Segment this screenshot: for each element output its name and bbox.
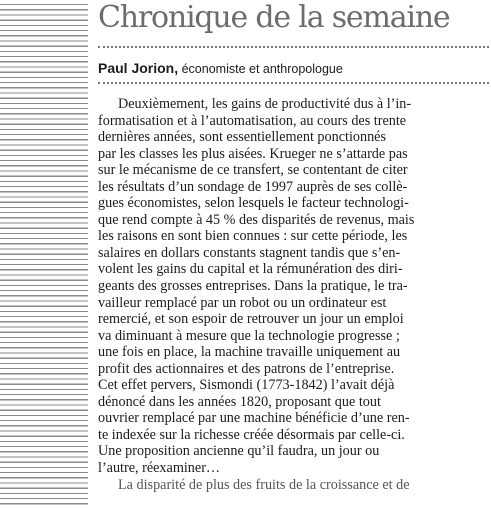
article-line: Une proposition ancienne qu’il faudra, un jour ou [98,443,380,460]
author-name: Paul Jorion, [98,60,179,76]
article-line: dénoncé dans les années 1820, proposant que tout [98,393,381,410]
article-line: une fois en place, la machine travaille uniquement au [98,344,401,361]
article-line: l’autre, réexaminer… [98,460,221,477]
article-body [98,96,486,493]
article-line: Deuxièmement, les gains de productivité dus à l’in- [118,96,412,112]
article-line: te indexée sur la richesse créée désormais par celle-ci. [98,426,405,443]
byline [98,60,343,76]
article-line: profit des actionnaires et des patrons de l’entreprise. [98,360,395,377]
article-line: La disparité de plus des fruits de la croissance et de [118,476,410,493]
article-line: Cet effet pervers, Sismondi (1773-1842) l’avait déjà [98,377,395,394]
article-line: gues économistes, selon lesquels le facteur technologi- [98,195,409,212]
article-line: par les classes les plus aisées. Krueger ne s’attarde pas [98,145,408,162]
decorative-rules [0,0,88,508]
article-line: que rend compte à 45 % des disparités de revenus, mais [98,211,415,228]
article-line: va diminuant à mesure que la technologie progresse ; [98,327,400,344]
chronicle-column [96,0,489,508]
page-title: Chronique de la semaine [98,0,450,35]
article-line: salaires en dollars constants stagnent tandis que s’en- [98,244,401,261]
article-line: geants des grosses entreprises. Dans la pratique, le tra- [98,278,408,295]
article-line: ouvrier remplacé par une machine bénéficie d’une ren- [98,410,410,427]
dotted-divider [98,46,489,48]
article-line: volent les gains du capital et la rémunération des diri- [98,261,403,278]
article-line: sur le mécanisme de ce transfert, se contentant de citer [98,162,408,179]
dotted-divider [98,82,489,84]
article-line: remercié, et son espoir de retrouver un jour un emploi [98,311,404,328]
article-line: formatisation et à l’automatisation, au cours des trente [98,112,407,129]
article-line: dernières années, sont essentiellement ponctionnés [98,129,386,146]
article-line: les raisons en sont bien connues : sur cette période, les [98,228,408,245]
article-line: les résultats d’un sondage de 1997 auprès de ses collè- [98,178,408,195]
author-role: économiste et anthropologue [181,62,343,76]
article-line: vailleur remplacé par un robot ou un ordinateur est [98,294,387,311]
